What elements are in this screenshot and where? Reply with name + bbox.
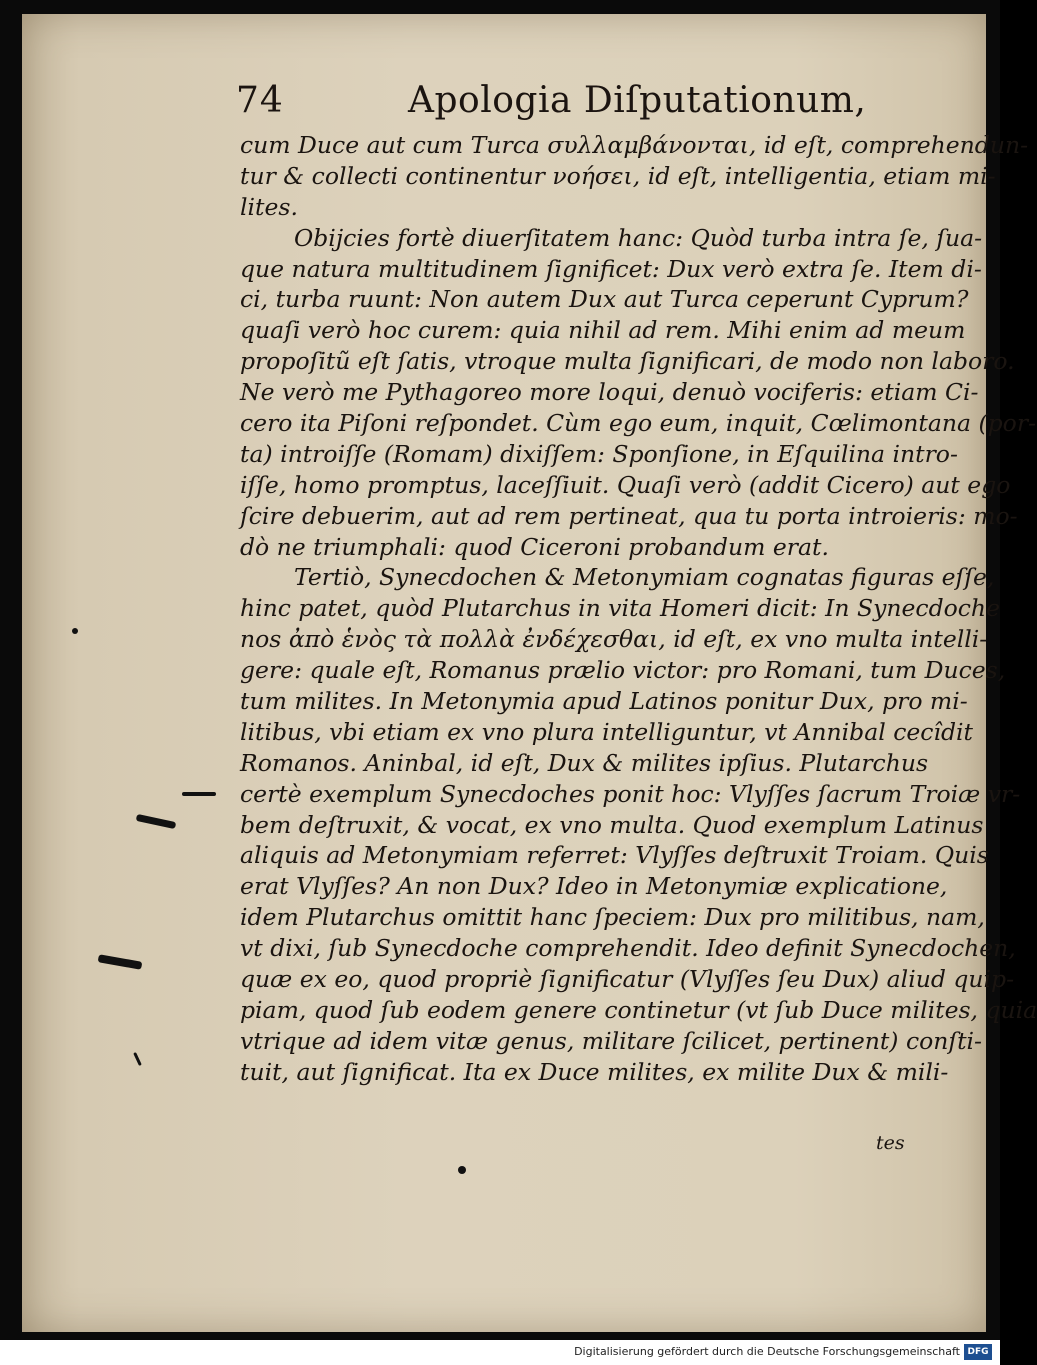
- dfg-logo: DFG: [964, 1344, 992, 1360]
- ink-mark: [72, 628, 78, 634]
- text-line: erat Vlyſſes? An non Dux? Ideo in Metonymiæ explicatione,: [240, 872, 948, 901]
- text-line: Ne verò me Pythagoreo more loqui, denuò vociferis: etiam Ci-: [240, 378, 979, 407]
- digitization-credit: Digitalisierung gefördert durch die Deutsche Forschungsgemeinschaft: [574, 1345, 960, 1358]
- catchword: tes: [876, 1132, 905, 1154]
- text-line: iſſe, homo promptus, laceſſiuit. Quaſi verò (addit Cicero) aut ego: [240, 470, 1011, 499]
- text-line: dò ne triumphali: quod Ciceroni probandum erat.: [240, 532, 829, 561]
- text-line: quæ ex eo, quod propriè ſignificatur (Vlyſſes ſeu Dux) aliud quip-: [240, 965, 1015, 994]
- text-line: certè exemplum Synecdoches ponit hoc: Vlyſſes ſacrum Troiæ vr-: [240, 779, 1021, 808]
- text-line: idem Plutarchus omittit hanc ſpeciem: Dux pro militibus, nam,: [240, 903, 985, 932]
- text-line: tur & collecti continentur νοήσει, id eſt, intelligentia, etiam mi-: [240, 161, 996, 190]
- page-number: 74: [236, 80, 284, 121]
- ink-dot: [458, 1166, 466, 1174]
- text-line: propoſitũ eſt ſatis, vtroque multa ſignificari, de modo non laboro.: [240, 347, 1015, 376]
- text-line: ci, turba ruunt: Non autem Dux aut Turca ceperunt Cyprum?: [240, 285, 969, 314]
- text-line: ſcire debuerim, aut ad rem pertineat, qua tu porta introieris: mo-: [240, 501, 1018, 530]
- ink-mark: [182, 792, 216, 796]
- text-line: tum milites. In Metonymia apud Latinos ponitur Dux, pro mi-: [240, 687, 968, 716]
- text-line: ta) introiſſe (Romam) dixiſſem: Sponſione, in Eſquilina intro-: [240, 439, 958, 468]
- page-header: [236, 80, 916, 130]
- text-line: vtrique ad idem vitæ genus, militare ſcilicet, pertinent) conſti-: [240, 1026, 982, 1055]
- text-line: hinc patet, quòd Plutarchus in vita Homeri dicit: In Synecdoche: [240, 594, 1000, 623]
- text-line: lites.: [240, 192, 298, 221]
- text-line: piam, quod ſub eodem genere continetur (vt ſub Duce milites, quia: [240, 995, 1037, 1024]
- text-line: nos ἀπὸ ἑνὸς τὰ πολλὰ ἐνδέχεσθαι, id eſt, ex vno multa intelli-: [240, 625, 988, 654]
- text-line: litibus, vbi etiam ex vno plura intelliguntur, vt Annibal cecîdit: [240, 717, 973, 746]
- text-line: bem deſtruxit, & vocat, ex vno multa. Quod exemplum Latinus: [240, 810, 984, 839]
- text-line: Romanos. Aninbal, id eſt, Dux & milites ipſius. Plutarchus: [240, 748, 929, 777]
- text-line: cum Duce aut cum Turca συλλαμβάνονται, id eſt, comprehendun-: [240, 131, 1029, 159]
- text-line: Obijcies fortè diuerſitatem hanc: Quòd turba intra ſe, ſua-: [294, 223, 983, 252]
- text-line: vt dixi, ſub Synecdoche comprehendit. Ideo definit Synecdochen,: [240, 934, 1016, 963]
- body-text: [240, 130, 1037, 1088]
- running-title: Apologia Diſputationum,: [408, 80, 867, 121]
- text-line: Tertiò, Synecdochen & Metonymiam cognatas figuras eſſe,: [294, 563, 995, 592]
- text-line: cero ita Piſoni reſpondet. Cùm ego eum, inquit, Cœlimontana (por-: [240, 409, 1037, 438]
- text-line: que natura multitudinem ſignificet: Dux verò extra ſe. Item di-: [240, 254, 982, 283]
- text-line: gere: quale eſt, Romanus prælio victor: pro Romani, tum Duces,: [240, 656, 1006, 685]
- text-line: tuit, aut ſignificat. Ita ex Duce milites, ex milite Dux & mili-: [240, 1057, 949, 1086]
- text-line: quaſi verò hoc curem: quia nihil ad rem. Mihi enim ad meum: [240, 316, 966, 345]
- text-line: aliquis ad Metonymiam referret: Vlyſſes deſtruxit Troiam. Quis: [240, 841, 989, 870]
- footer-bar: [0, 1340, 1000, 1365]
